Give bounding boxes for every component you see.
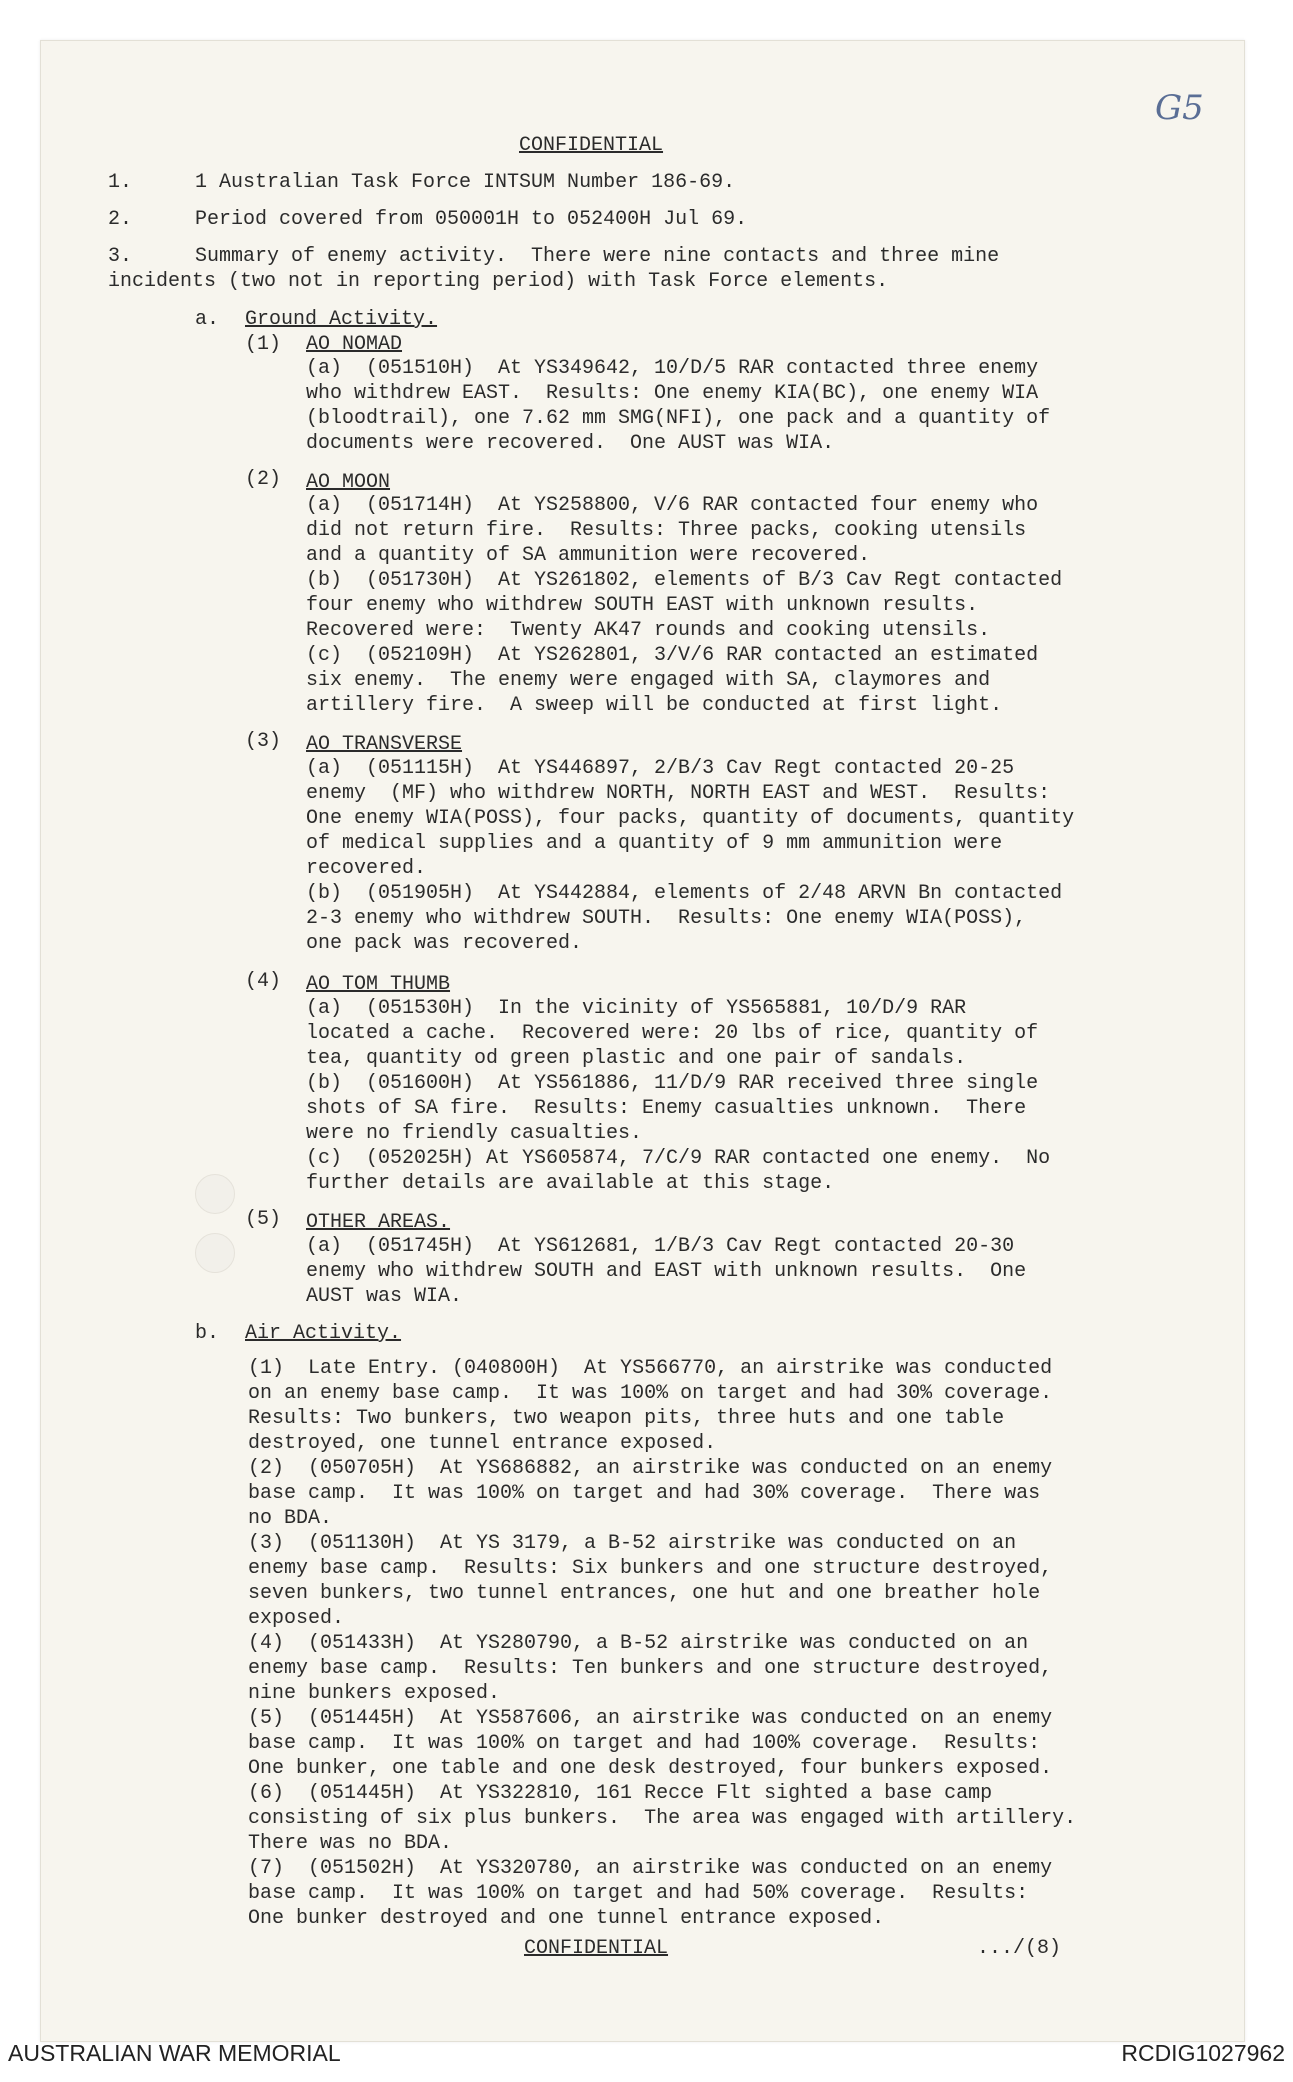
text-line: one pack was recovered. bbox=[306, 932, 583, 955]
text-line: four enemy who withdrew SOUTH EAST with unknown results. bbox=[306, 594, 979, 617]
text-line: One bunker destroyed and one tunnel entrance exposed. bbox=[248, 1907, 885, 1930]
section-title: Ground Activity. bbox=[245, 308, 438, 331]
section-letter: b. bbox=[195, 1322, 220, 1345]
text-line: enemy base camp. Results: Six bunkers and one structure destroyed, bbox=[248, 1557, 1053, 1580]
text-line: exposed. bbox=[248, 1607, 345, 1630]
text-line: recovered. bbox=[306, 857, 427, 880]
ao-title: AO MOON bbox=[306, 471, 391, 494]
text-line: base camp. It was 100% on target and had 100% coverage. Results: bbox=[248, 1732, 1041, 1755]
text-line: (b) (051600H) At YS561886, 11/D/9 RAR received three single bbox=[306, 1072, 1039, 1095]
sub-number: (4) bbox=[245, 970, 282, 993]
ao-title: OTHER AREAS. bbox=[306, 1211, 451, 1234]
text-line: of medical supplies and a quantity of 9 mm ammunition were bbox=[306, 832, 1003, 855]
text-line: (c) (052109H) At YS262801, 3/V/6 RAR contacted an estimated bbox=[306, 644, 1039, 667]
archive-label: AUSTRALIAN WAR MEMORIAL bbox=[8, 2040, 341, 2066]
text-line: (a) (051115H) At YS446897, 2/B/3 Cav Regt contacted 20-25 bbox=[306, 757, 1015, 780]
text-line: AUST was WIA. bbox=[306, 1285, 463, 1308]
punch-hole bbox=[195, 1233, 235, 1273]
text-line: no BDA. bbox=[248, 1507, 333, 1530]
text-line: (bloodtrail), one 7.62 mm SMG(NFI), one pack and a quantity of bbox=[306, 407, 1051, 430]
text-line: (a) (051510H) At YS349642, 10/D/5 RAR contacted three enemy bbox=[306, 357, 1039, 380]
text-line: 2-3 enemy who withdrew SOUTH. Results: One enemy WIA(POSS), bbox=[306, 907, 1027, 930]
text-line: (6) (051445H) At YS322810, 161 Recce Flt sighted a base camp bbox=[248, 1782, 993, 1805]
confidential-header: CONFIDENTIAL bbox=[519, 134, 664, 157]
text-line: destroyed, one tunnel entrance exposed. bbox=[248, 1432, 717, 1455]
text-line: There was no BDA. bbox=[248, 1832, 453, 1855]
item-text-continued: incidents (two not in reporting period) with Task Force elements. bbox=[108, 270, 889, 293]
continuation-marker: .../(8) bbox=[977, 1937, 1062, 1960]
archive-id: RCDIG1027962 bbox=[1121, 2040, 1285, 2066]
text-line: (b) (051905H) At YS442884, elements of 2/48 ARVN Bn contacted bbox=[306, 882, 1063, 905]
item-number: 2. bbox=[108, 208, 133, 231]
text-line: who withdrew EAST. Results: One enemy KIA(BC), one enemy WIA bbox=[306, 382, 1039, 405]
sub-number: (1) bbox=[245, 333, 282, 356]
text-line: further details are available at this stage. bbox=[306, 1172, 835, 1195]
text-line: (3) (051130H) At YS 3179, a B-52 airstrike was conducted on an bbox=[248, 1532, 1017, 1555]
ao-title: AO NOMAD bbox=[306, 333, 403, 356]
text-line: shots of SA fire. Results: Enemy casualties unknown. There bbox=[306, 1097, 1027, 1120]
page-marker: G5 bbox=[1155, 88, 1204, 128]
text-line: Recovered were: Twenty AK47 rounds and cooking utensils. bbox=[306, 619, 991, 642]
text-line: artillery fire. A sweep will be conducted at first light. bbox=[306, 694, 1003, 717]
text-line: (5) (051445H) At YS587606, an airstrike was conducted on an enemy bbox=[248, 1707, 1053, 1730]
text-line: (4) (051433H) At YS280790, a B-52 airstrike was conducted on an bbox=[248, 1632, 1029, 1655]
sub-number: (5) bbox=[245, 1208, 282, 1231]
sub-number: (2) bbox=[245, 468, 282, 491]
item-number: 3. bbox=[108, 245, 133, 268]
punch-hole bbox=[195, 1174, 235, 1214]
text-line: (c) (052025H) At YS605874, 7/C/9 RAR contacted one enemy. No bbox=[306, 1147, 1051, 1170]
text-line: (a) (051714H) At YS258800, V/6 RAR contacted four enemy who bbox=[306, 494, 1039, 517]
item-text: 1 Australian Task Force INTSUM Number 186-69. bbox=[195, 171, 736, 194]
text-line: (a) (051530H) In the vicinity of YS565881, 10/D/9 RAR bbox=[306, 997, 967, 1020]
item-number: 1. bbox=[108, 171, 133, 194]
text-line: enemy (MF) who withdrew NORTH, NORTH EAST and WEST. Results: bbox=[306, 782, 1051, 805]
confidential-footer: CONFIDENTIAL bbox=[524, 1937, 669, 1960]
text-line: (7) (051502H) At YS320780, an airstrike was conducted on an enemy bbox=[248, 1857, 1053, 1880]
text-line: base camp. It was 100% on target and had 50% coverage. Results: bbox=[248, 1882, 1029, 1905]
item-text: Summary of enemy activity. There were nine contacts and three mine bbox=[195, 245, 1000, 268]
text-line: did not return fire. Results: Three packs, cooking utensils bbox=[306, 519, 1027, 542]
text-line: (a) (051745H) At YS612681, 1/B/3 Cav Regt contacted 20-30 bbox=[306, 1235, 1015, 1258]
text-line: consisting of six plus bunkers. The area was engaged with artillery. bbox=[248, 1807, 1077, 1830]
text-line: One enemy WIA(POSS), four packs, quantity of documents, quantity bbox=[306, 807, 1075, 830]
text-line: nine bunkers exposed. bbox=[248, 1682, 501, 1705]
text-line: were no friendly casualties. bbox=[306, 1122, 643, 1145]
text-line: seven bunkers, two tunnel entrances, one hut and one breather hole bbox=[248, 1582, 1041, 1605]
text-line: (2) (050705H) At YS686882, an airstrike was conducted on an enemy bbox=[248, 1457, 1053, 1480]
text-line: documents were recovered. One AUST was WIA. bbox=[306, 432, 835, 455]
text-line: One bunker, one table and one desk destroyed, four bunkers exposed. bbox=[248, 1757, 1053, 1780]
text-line: enemy who withdrew SOUTH and EAST with unknown results. One bbox=[306, 1260, 1027, 1283]
text-line: six enemy. The enemy were engaged with SA, claymores and bbox=[306, 669, 991, 692]
section-letter: a. bbox=[195, 308, 220, 331]
text-line: located a cache. Recovered were: 20 lbs of rice, quantity of bbox=[306, 1022, 1039, 1045]
text-line: enemy base camp. Results: Ten bunkers and one structure destroyed, bbox=[248, 1657, 1053, 1680]
text-line: on an enemy base camp. It was 100% on target and had 30% coverage. bbox=[248, 1382, 1053, 1405]
text-line: tea, quantity od green plastic and one pair of sandals. bbox=[306, 1047, 967, 1070]
ao-title: AO TRANSVERSE bbox=[306, 733, 463, 756]
section-title: Air Activity. bbox=[245, 1322, 402, 1345]
text-line: (1) Late Entry. (040800H) At YS566770, an airstrike was conducted bbox=[248, 1357, 1053, 1380]
ao-title: AO TOM THUMB bbox=[306, 973, 451, 996]
text-line: base camp. It was 100% on target and had 30% coverage. There was bbox=[248, 1482, 1041, 1505]
text-line: (b) (051730H) At YS261802, elements of B/3 Cav Regt contacted bbox=[306, 569, 1063, 592]
text-line: and a quantity of SA ammunition were recovered. bbox=[306, 544, 871, 567]
item-text: Period covered from 050001H to 052400H Jul 69. bbox=[195, 208, 748, 231]
text-line: Results: Two bunkers, two weapon pits, three huts and one table bbox=[248, 1407, 1005, 1430]
sub-number: (3) bbox=[245, 730, 282, 753]
